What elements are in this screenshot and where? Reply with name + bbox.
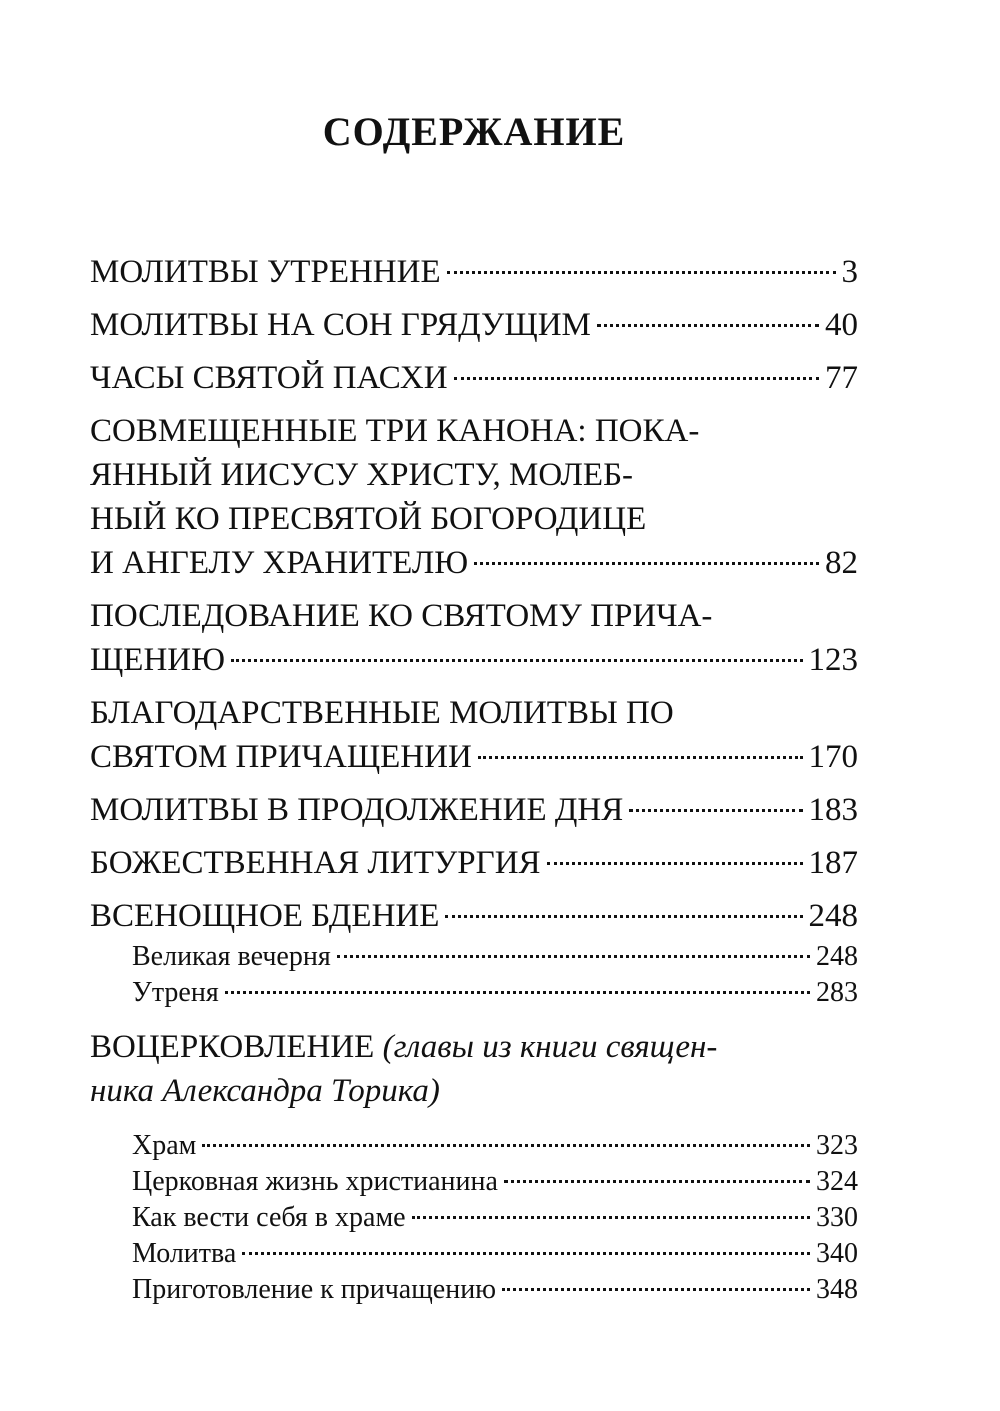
toc-list (90, 250, 858, 1308)
toc-entry-label-line: НЫЙ КО ПРЕСВЯТОЙ БОГОРОДИЦЕ (90, 501, 647, 537)
toc-entry-paschal-hours[interactable] (90, 356, 858, 400)
toc-entry-morning-prayers[interactable] (90, 250, 858, 294)
toc-entry-three-canons[interactable] (90, 409, 858, 585)
toc-entry-label-line: СОВМЕЩЕННЫЕ ТРИ КАНОНА: ПОКА- (90, 413, 700, 449)
toc-subentry-church-life[interactable] (132, 1164, 858, 1200)
toc-entry-row (90, 894, 858, 938)
page-number: 170 (808, 739, 858, 775)
leader-dots (454, 377, 819, 380)
leader-dots (242, 1252, 810, 1255)
toc-subentry-matins[interactable] (132, 975, 858, 1011)
toc-entry-row (90, 356, 858, 400)
page-number: 183 (808, 792, 858, 828)
toc-entry-label: МОЛИТВЫ НА СОН ГРЯДУЩИМ (90, 307, 591, 343)
toc-subentry-row (132, 1272, 858, 1308)
toc-subentry-row (132, 1236, 858, 1272)
page-number: 40 (825, 307, 858, 343)
page-number: 283 (816, 977, 858, 1008)
page-number: 3 (841, 254, 858, 290)
toc-entry-label-line: БЛАГОДАРСТВЕННЫЕ МОЛИТВЫ ПО (90, 695, 674, 731)
page-number: 348 (816, 1274, 858, 1305)
leader-dots (478, 756, 803, 759)
page-number: 340 (816, 1238, 858, 1269)
page-number: 77 (825, 360, 858, 396)
toc-entry-thanksgiving-prayers[interactable] (90, 691, 858, 779)
toc-entry-row (90, 541, 858, 585)
toc-entry-row (90, 788, 858, 832)
page-number: 330 (816, 1202, 858, 1233)
page-number: 82 (825, 545, 858, 581)
toc-entry-row (90, 250, 858, 294)
toc-entry-label-line: ПОСЛЕДОВАНИЕ КО СВЯТОМУ ПРИЧА- (90, 598, 713, 634)
toc-entry-label: МОЛИТВЫ УТРЕННИЕ (90, 254, 441, 290)
toc-subentry-row (132, 1164, 858, 1200)
toc-subentry-label: Великая вечерня (132, 941, 331, 972)
toc-entry-label-line: И АНГЕЛУ ХРАНИТЕЛЮ (90, 545, 469, 581)
toc-entry-row (90, 735, 858, 779)
toc-subentry-temple[interactable] (132, 1128, 858, 1164)
toc-subentry-label: Молитва (132, 1238, 237, 1269)
toc-subentry-vespers[interactable] (132, 939, 858, 975)
leader-dots (412, 1216, 810, 1219)
leader-dots (447, 271, 836, 274)
toc-entry-communion-rule[interactable] (90, 594, 858, 682)
toc-subentry-row (132, 939, 858, 975)
toc-page (90, 0, 858, 1411)
toc-entry-row (90, 303, 858, 347)
toc-entry-note: ника Александра Торика) (90, 1073, 440, 1109)
leader-dots (597, 324, 819, 327)
page-number: 187 (808, 845, 858, 881)
toc-entry-label-line: ЩЕНИЮ (90, 642, 226, 678)
toc-entry-note: (главы из книги священ- (382, 1029, 718, 1065)
page-number: 324 (816, 1166, 858, 1197)
leader-dots (502, 1288, 810, 1291)
page-number: 123 (808, 642, 858, 678)
toc-subentry-label: Храм (132, 1130, 197, 1161)
toc-entry-all-night-vigil[interactable] (90, 894, 858, 938)
toc-entry-votserkovlenie[interactable] (90, 1025, 858, 1113)
toc-entry-label-line: ЯННЫЙ ИИСУСУ ХРИСТУ, МОЛЕБ- (90, 457, 634, 493)
toc-subentry-label: Как вести себя в храме (132, 1202, 406, 1233)
toc-entry-row (90, 841, 858, 885)
leader-dots (337, 955, 810, 958)
toc-subentry-label: Приготовление к причащению (132, 1274, 497, 1305)
toc-entry-daytime-prayers[interactable] (90, 788, 858, 832)
toc-subentry-communion-prep[interactable] (132, 1272, 858, 1308)
toc-entry-row (90, 638, 858, 682)
leader-dots (504, 1180, 810, 1183)
toc-subentry-label: Церковная жизнь христианина (132, 1166, 498, 1197)
toc-entry-label: ВОЦЕРКОВЛЕНИЕ (90, 1029, 375, 1065)
leader-dots (474, 562, 819, 565)
toc-entry-label-line: СВЯТОМ ПРИЧАЩЕНИИ (90, 739, 472, 775)
page-title: СОДЕРЖАНИЕ (322, 109, 626, 154)
toc-entry-heading-line (90, 1025, 858, 1069)
toc-subentry-row (132, 1200, 858, 1236)
toc-entry-label: БОЖЕСТВЕННАЯ ЛИТУРГИЯ (90, 845, 541, 881)
toc-subentry-prayer[interactable] (132, 1236, 858, 1272)
leader-dots (547, 862, 803, 865)
leader-dots (445, 915, 802, 918)
toc-entry-label: ЧАСЫ СВЯТОЙ ПАСХИ (90, 360, 448, 396)
toc-entry-label: МОЛИТВЫ В ПРОДОЛЖЕНИЕ ДНЯ (90, 792, 624, 828)
toc-subentry-row (132, 1128, 858, 1164)
page-number: 248 (816, 941, 858, 972)
toc-entry-label: ВСЕНОЩНОЕ БДЕНИЕ (90, 898, 440, 934)
toc-subentry-label: Утреня (132, 977, 219, 1008)
leader-dots (225, 991, 810, 994)
toc-subentry-row (132, 975, 858, 1011)
toc-subentry-conduct[interactable] (132, 1200, 858, 1236)
page-number: 248 (808, 898, 858, 934)
toc-entry-evening-prayers[interactable] (90, 303, 858, 347)
leader-dots (202, 1144, 810, 1147)
leader-dots (231, 659, 802, 662)
toc-entry-divine-liturgy[interactable] (90, 841, 858, 885)
leader-dots (629, 809, 802, 812)
page-number: 323 (816, 1130, 858, 1161)
